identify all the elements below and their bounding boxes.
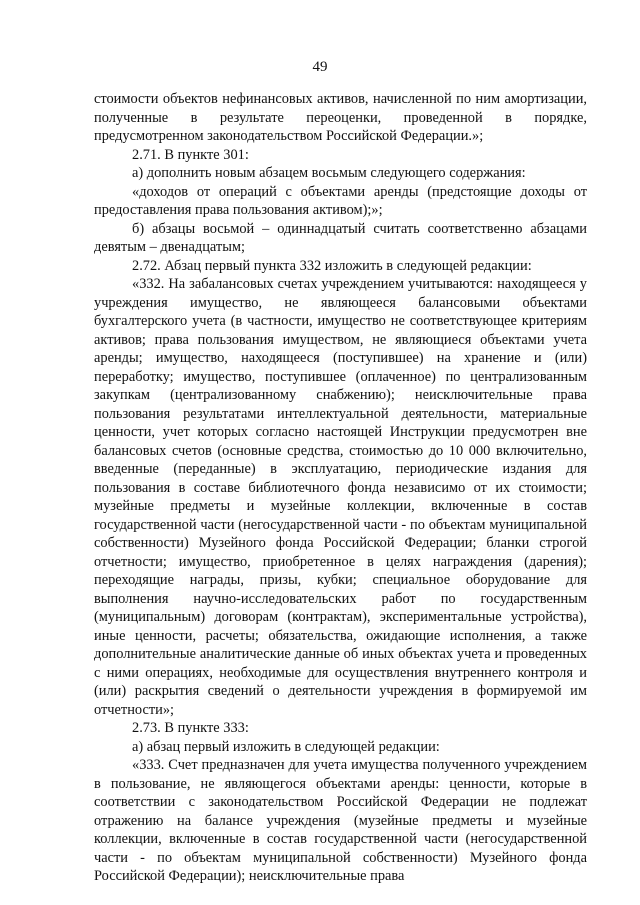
page-number: 49 xyxy=(312,59,328,75)
paragraph-333-quote: «333. Счет предназначен для учета имущества полученного учреждением в пользование, не являющегося объектами аренды: ценности, которые в соответствии с законодательством Российской Федерации не подлежат отражению на балансе учреждения (музейные предметы и музейные коллекции, включенные в состав государственной части (негосударственной части - по объектам муниципальной собственности) Музейного фонда Российской Федерации); неисключительные права xyxy=(94,757,587,884)
paragraph-2-71-heading: 2.71. В пункте 301: xyxy=(132,146,249,163)
paragraph-2-71-a-quote: «доходов от операций с объектами аренды (предстоящие доходы от предоставления права пользования активом);»; xyxy=(94,183,587,218)
paragraph-2-73-heading: 2.73. В пункте 333: xyxy=(132,720,249,736)
paragraph-332-quote: «332. На забалансовых счетах учреждением учитываются: находящееся у учреждения имущество, не являющееся балансовыми объектами бухгалтерского учета (в частности, имущество не соответствующее критериям активов; права пользования имуществом, не являющиеся объектами учета аренды; имущество, находящееся (поступившее) на хранение и (или) переработку; имущество, поступившее (оплаченное) по централизованным закупкам (централизованному снабжению); неисключительные права пользования результатами интеллектуальной деятельности, материальные ценности, учет которых согласно настоящей Инструкции предусмотрен вне балансовых счетов (основные средства, стоимостью до 10 000 включительно, введенные (переданные) в эксплуатацию, периодические издания для пользования в составе библиотечного фонда независимо от их стоимости; музейные предметы и музейные коллекции, включенные в состав государственной части (негосударственной части - по объектам муниципальной собственности) Музейного фонда Российской Федерации; бланки строгой отчетности; имущество, приобретенное в целях награждения (дарения); переходящие награды, призы, кубки; специальное оборудование для выполнения научно-исследовательских работ по государственным (муниципальным) договорам (контрактам), экспериментальные устройства), иные ценности, расчеты; обязательства, ожидающие исполнения, а также дополнительные аналитические данные об иных объектах учета и проведенных с ними операциях, необходимые для осуществления внутреннего контроля и (или) раскрытия сведений о деятельности учреждения в формируемой им отчетности»; xyxy=(94,276,587,718)
paragraph-2-73-a: а) абзац первый изложить в следующей редакции: xyxy=(132,738,440,755)
paragraph-2-72-heading: 2.72. Абзац первый пункта 332 изложить в следующей редакции: xyxy=(132,257,532,274)
paragraph-continuation: стоимости объектов нефинансовых активов, начисленной по ним амортизации, полученные в результате переоценки, проведенной в порядке, предусмотренном законодательством Российской Федерации.»; xyxy=(94,91,587,144)
paragraph-2-71-b: б) абзацы восьмой – одиннадцатый считать соответственно абзацами девятым – двенадцатым; xyxy=(94,220,587,255)
paragraph-2-71-a: а) дополнить новым абзацем восьмым следующего содержания: xyxy=(132,165,526,181)
document-body xyxy=(94,90,587,886)
